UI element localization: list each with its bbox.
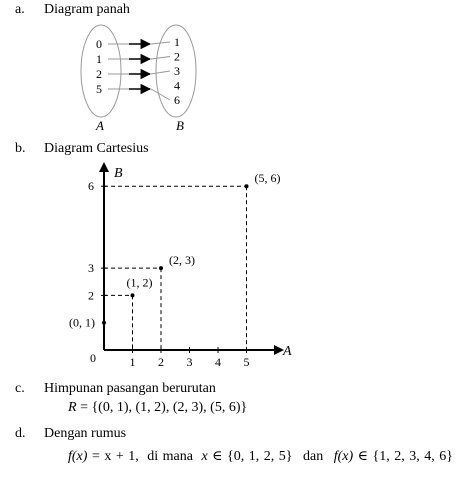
- origin-label: 0: [90, 351, 96, 365]
- domain-var: x: [201, 449, 208, 464]
- section-c-title: Himpunan pasangan berurutan: [44, 381, 216, 396]
- data-point: [102, 321, 106, 325]
- data-point: [131, 293, 135, 297]
- function-rhs: = x + 1,: [91, 449, 139, 464]
- relation-set: = {(0, 1), (1, 2), (2, 3), (5, 6)}: [80, 400, 248, 415]
- domain-value: 2: [96, 67, 102, 81]
- domain-set: ∈ {0, 1, 2, 5}: [212, 449, 293, 464]
- y-tick-label: 2: [88, 288, 94, 303]
- x-axis-label: A: [283, 344, 292, 359]
- codomain-value: 1: [174, 35, 180, 49]
- section-d-marker: d.: [15, 426, 26, 441]
- y-tick-label: 6: [88, 179, 94, 194]
- section-d-title: Dengan rumus: [44, 426, 127, 441]
- point-label: (5, 6): [254, 171, 281, 186]
- section-a-marker: a.: [15, 2, 25, 17]
- y-axis-label: B: [114, 166, 123, 181]
- point-label: (2, 3): [169, 253, 195, 268]
- data-point: [159, 266, 163, 270]
- range-set: ∈ {1, 2, 3, 4, 6}: [357, 449, 453, 464]
- domain-value: 1: [96, 52, 102, 66]
- set-b-label: B: [176, 118, 184, 133]
- y-tick-label: 3: [88, 261, 94, 276]
- data-point: [245, 184, 249, 188]
- point-label: (0, 1): [69, 315, 95, 330]
- x-tick-label: 1: [129, 355, 136, 369]
- range-var: f(x): [333, 449, 354, 464]
- section-b-marker: b.: [15, 141, 26, 156]
- codomain-value: 4: [174, 78, 180, 93]
- set-a-label: A: [96, 118, 104, 133]
- y-axis-arrowhead: [99, 162, 109, 172]
- codomain-value: 3: [174, 64, 180, 78]
- condition-text: di mana: [147, 449, 193, 464]
- section-c-marker: c.: [15, 381, 25, 396]
- section-a-title: Diagram panah: [44, 2, 130, 17]
- function-lhs: f(x): [68, 449, 88, 464]
- connector-text: dan: [302, 449, 324, 464]
- x-tick-label: 5: [243, 355, 250, 369]
- x-tick-label: 3: [186, 355, 193, 369]
- domain-value: 5: [96, 82, 102, 96]
- x-tick-label: 4: [215, 355, 221, 369]
- point-label: (1, 2): [126, 275, 153, 290]
- domain-value: 0: [96, 37, 102, 51]
- codomain-value: 2: [174, 49, 180, 64]
- x-tick-label: 2: [158, 355, 164, 369]
- section-b-title: Diagram Cartesius: [44, 141, 149, 156]
- codomain-value: 6: [174, 93, 180, 107]
- relation-name: R: [68, 400, 77, 415]
